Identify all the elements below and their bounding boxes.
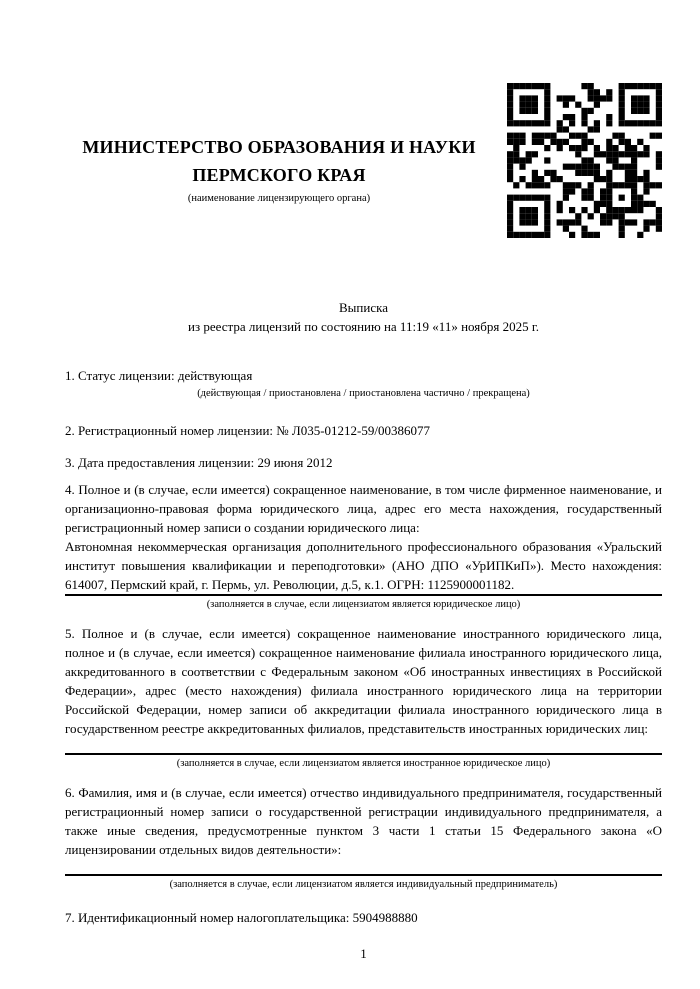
foreign-entity-fill-line bbox=[65, 753, 662, 755]
license-date-item bbox=[65, 453, 662, 472]
page-number: 1 bbox=[360, 946, 367, 961]
ministry-name-line1: МИНИСТЕРСТВО ОБРАЗОВАНИЯ И НАУКИ bbox=[82, 137, 476, 157]
ministry-caption: (наименование лицензирующего органа) bbox=[187, 193, 371, 204]
qr-code bbox=[507, 83, 662, 238]
entrepreneur-caption: (заполняется в случае, если лицензиатом является индивидуальный предприниматель) bbox=[169, 879, 558, 890]
legal-entity-item bbox=[65, 480, 662, 612]
registration-number-item bbox=[65, 421, 662, 440]
document-header bbox=[65, 0, 662, 238]
entrepreneur-item bbox=[65, 783, 662, 892]
entrepreneur-text: 6. Фамилия, имя и (в случае, если имеется) отчество индивидуального предпринимателя, государственный регистрационный номер записи о государственной регистрации индивидуального предпринимателя, а также иные сведения, предусмотренные пунктом 3 части 1 статьи 15 Федерального закона «О лицензировании отдельных видов деятельности»: bbox=[65, 785, 662, 857]
legal-entity-fill-line bbox=[65, 594, 662, 596]
entrepreneur-fill-line bbox=[65, 874, 662, 876]
legal-entity-caption: (заполняется в случае, если лицензиатом является юридическое лицо) bbox=[206, 599, 521, 610]
ministry-name-line2: ПЕРМСКОГО КРАЯ bbox=[192, 165, 366, 185]
license-status-caption: (действующая / приостановлена / приостановлена частично / прекращена) bbox=[197, 388, 530, 399]
license-status-item bbox=[65, 366, 662, 401]
foreign-entity-text: 5. Полное и (в случае, если имеется) сокращенное наименование иностранного юридического лица, полное и (в случае, если имеется) сокращенное наименование филиала иностранного юридического лица, аккредитованного в соответствии с Федеральным законом «Об иностранных инвестициях в Российской Федерации», адрес (место нахождения) филиала иностранного юридического лица на территории Российской Федерации, номер записи об аккредитации филиала иностранного юридического лица в государственном реестре аккредитованных филиалов, представительств иностранных юридических лиц: bbox=[65, 626, 662, 736]
license-date-text: 3. Дата предоставления лицензии: 29 июня 2012 bbox=[65, 455, 333, 470]
taxpayer-id-text: 7. Идентификационный номер налогоплательщика: 5904988880 bbox=[65, 910, 418, 925]
document-title bbox=[65, 298, 662, 336]
taxpayer-id-item bbox=[65, 908, 662, 927]
title-line2: из реестра лицензий по состоянию на 11:19 «11» ноября 2025 г. bbox=[188, 319, 539, 334]
title-line1: Выписка bbox=[339, 300, 388, 315]
legal-entity-value: Автономная некоммерческая организация дополнительного профессионального образования «Уральский институт повышения квалификации и переподготовки» (АНО ДПО «УрИПКиП»). Место нахождения: 614007, Пермский край, г. Пермь, ул. Революции, д.5, к.1. ОГРН: 1125900001182. bbox=[65, 539, 662, 592]
license-status-text: 1. Статус лицензии: действующая bbox=[65, 368, 253, 383]
registration-number-text: 2. Регистрационный номер лицензии: № Л035-01212-59/00386077 bbox=[65, 423, 431, 438]
qr-code-container bbox=[507, 83, 662, 238]
licensing-authority bbox=[65, 83, 507, 206]
foreign-entity-item bbox=[65, 624, 662, 771]
foreign-entity-caption: (заполняется в случае, если лицензиатом является иностранное юридическое лицо) bbox=[176, 758, 551, 769]
legal-entity-intro: 4. Полное и (в случае, если имеется) сокращенное наименование, в том числе фирменное наименование, и организационно-правовая форма юридического лица, адрес его места нахождения, государственный регистрационный номер записи о создании юридического лица: bbox=[65, 482, 662, 535]
